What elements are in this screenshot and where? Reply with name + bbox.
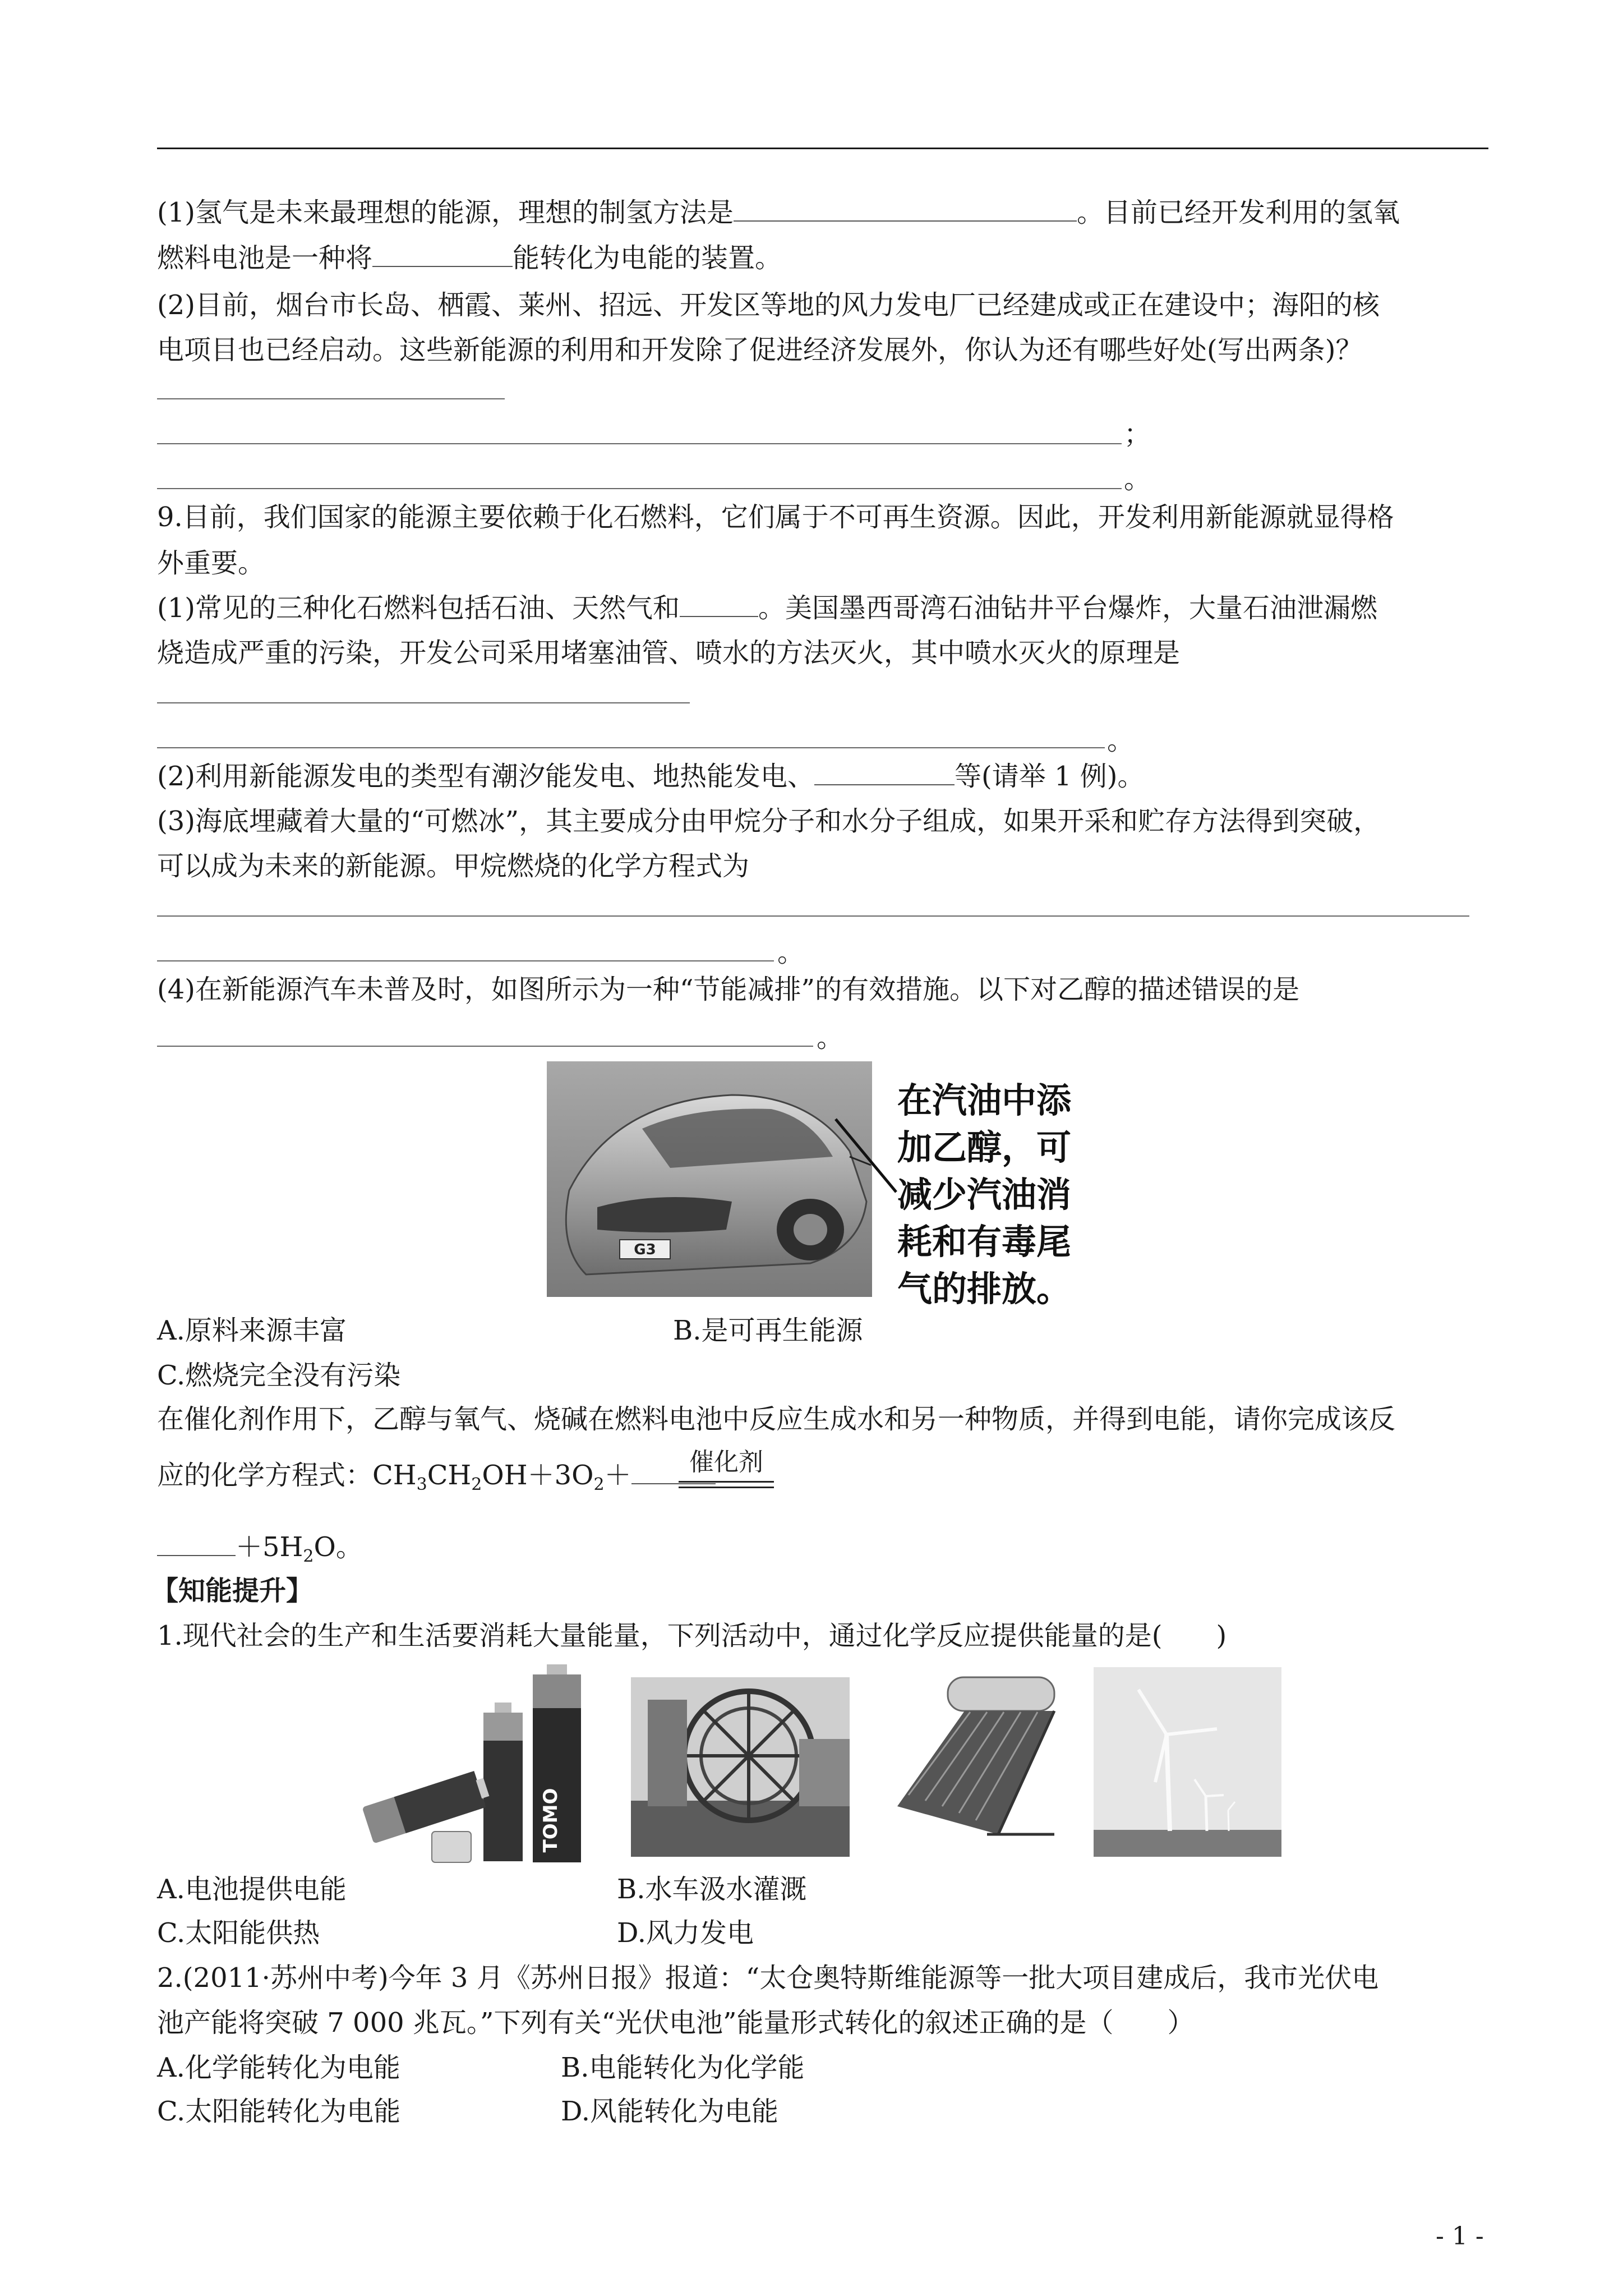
car-illustration: [547, 1061, 872, 1297]
car-plate: G3: [634, 1241, 656, 1258]
answer-blank[interactable]: [157, 1530, 236, 1556]
batteries-illustration: [353, 1663, 600, 1865]
q9-p4-line1: (4)在新能源汽车未普及时，如图所示为一种“节能减排”的有效措施。以下对乙醇的描述错误的是: [157, 974, 1300, 1005]
semicolon: ；: [1124, 418, 1151, 450]
answer-line[interactable]: [157, 747, 1105, 748]
q2-stem-line2: 池产能将突破 7 000 兆瓦。”下列有关“光伏电池”能量形式转化的叙述正确的是（ ）: [157, 2007, 1195, 2039]
q9-p2: (2)利用新能源发电的类型有潮汐能发电、地热能发电、 等(请举 1 例)。: [157, 761, 1145, 792]
q8-part2-line2: 电项目也已经启动。这些新能源的利用和开发除了促进经济发展外，你认为还有哪些好处(写出两条)？: [157, 334, 1363, 366]
q9-eq-line1: 在催化剂作用下，乙醇与氧气、烧碱在燃料电池中反应生成水和另一种物质，并得到电能，请你完成该反: [157, 1404, 1396, 1435]
battery-label: TOMO: [540, 1788, 562, 1853]
answer-line[interactable]: [157, 398, 505, 399]
q9-p3-line2: 可以成为未来的新能源。甲烷燃烧的化学方程式为: [157, 850, 750, 882]
q9-p3-line1: (3)海底埋藏着大量的“可燃冰”，其主要成分由甲烷分子和水分子组成，如果开采和贮存方法得到突破，: [157, 806, 1381, 837]
answer-blank[interactable]: [734, 196, 1077, 222]
eq-rhs: $+5H_2O$。: [236, 1531, 363, 1566]
q1-option-d[interactable]: D.风力发电: [617, 1917, 754, 1949]
q8-part2-line1: (2)目前，烟台市长岛、栖霞、莱州、招远、开发区等地的风力发电厂已经建成或正在建设中；海阳的核: [157, 289, 1380, 321]
q9-option-b[interactable]: B.是可再生能源: [673, 1315, 863, 1346]
q9-eq-line2: 应的化学方程式：$CH_3CH_2OH+3O_2+$: [157, 1458, 716, 1502]
q2-stem-line1: 2.(2011·苏州中考)今年 3 月《苏州日报》报道：“太仓奥特斯维能源等一批大项目建成后，我市光伏电: [157, 1962, 1379, 1994]
q8-part1-line1: (1)氢气是未来最理想的能源，理想的制氢方法是 。目前已经开发利用的氢氧: [157, 197, 1400, 228]
period: 。: [1107, 725, 1135, 756]
answer-line[interactable]: [157, 960, 774, 961]
q9-eq-line3: [157, 1530, 363, 1573]
answer-blank[interactable]: [814, 760, 955, 785]
answer-line[interactable]: [157, 702, 690, 703]
eq-lhs: $CH_3CH_2OH+3O_2+$: [372, 1460, 631, 1494]
wind-turbine-illustration: [1094, 1667, 1281, 1857]
q9-p1-line1: (1)常见的三种化石燃料包括石油、天然气和 。美国墨西哥湾石油钻井平台爆炸，大量石油泄漏燃: [157, 592, 1378, 624]
page-number: - 1 -: [1436, 2222, 1484, 2251]
answer-line[interactable]: [157, 443, 1122, 444]
car-callout: 在汽油中添 加乙醇，可 减少汽油消 耗和有毒尾 气的排放。: [897, 1080, 1072, 1309]
q9-p1-line2: 烧造成严重的污染，开发公司采用堵塞油管、喷水的方法灭火，其中喷水灭火的原理是: [157, 637, 1181, 669]
q1-option-a[interactable]: A.电池提供电能: [157, 1874, 347, 1905]
q2-option-a[interactable]: A.化学能转化为电能: [157, 2052, 400, 2083]
battery-image: [353, 1663, 600, 1865]
answer-blank[interactable]: [680, 591, 758, 617]
waterwheel-illustration: [631, 1677, 850, 1857]
q9-intro-line1: 9.目前，我们国家的能源主要依赖于化石燃料，它们属于不可再生资源。因此，开发利用新能源就显得格: [157, 501, 1394, 533]
wind-turbine-image: [1094, 1667, 1281, 1857]
header-rule: [157, 148, 1488, 149]
solar-heater-image: [886, 1666, 1066, 1851]
q1-option-c[interactable]: C.太阳能供热: [157, 1917, 320, 1949]
period: 。: [817, 1022, 844, 1053]
section-title: 【知能提升】: [151, 1575, 313, 1607]
waterwheel-image: [631, 1677, 850, 1857]
q9-intro-line2: 外重要。: [157, 547, 265, 579]
q2-option-d[interactable]: D.风能转化为电能: [561, 2096, 779, 2127]
car-image: [547, 1061, 872, 1297]
q9-option-c[interactable]: C.燃烧完全没有污染: [157, 1360, 401, 1391]
q2-option-c[interactable]: C.太阳能转化为电能: [157, 2096, 401, 2127]
period: 。: [1124, 463, 1151, 495]
equals-line: [679, 1487, 774, 1488]
equals-line: [679, 1481, 774, 1483]
answer-line[interactable]: [157, 488, 1122, 489]
catalyst-label: 催化剂: [689, 1448, 763, 1476]
callout-pointer: [830, 1114, 903, 1198]
solar-heater-illustration: [886, 1666, 1066, 1851]
period: 。: [777, 937, 805, 968]
q1-option-b[interactable]: B.水车汲水灌溉: [617, 1874, 807, 1905]
answer-line[interactable]: [157, 1046, 813, 1047]
q2-option-b[interactable]: B.电能转化为化学能: [561, 2052, 805, 2083]
q8-part1-line2: 燃料电池是一种将 能转化为电能的装置。: [157, 242, 782, 274]
answer-blank[interactable]: [372, 241, 513, 267]
answer-line[interactable]: [157, 915, 1469, 917]
q1-stem: 1.现代社会的生产和生活要消耗大量能量，下列活动中，通过化学反应提供能量的是( ): [157, 1620, 1227, 1651]
q9-option-a[interactable]: A.原料来源丰富: [157, 1315, 347, 1346]
